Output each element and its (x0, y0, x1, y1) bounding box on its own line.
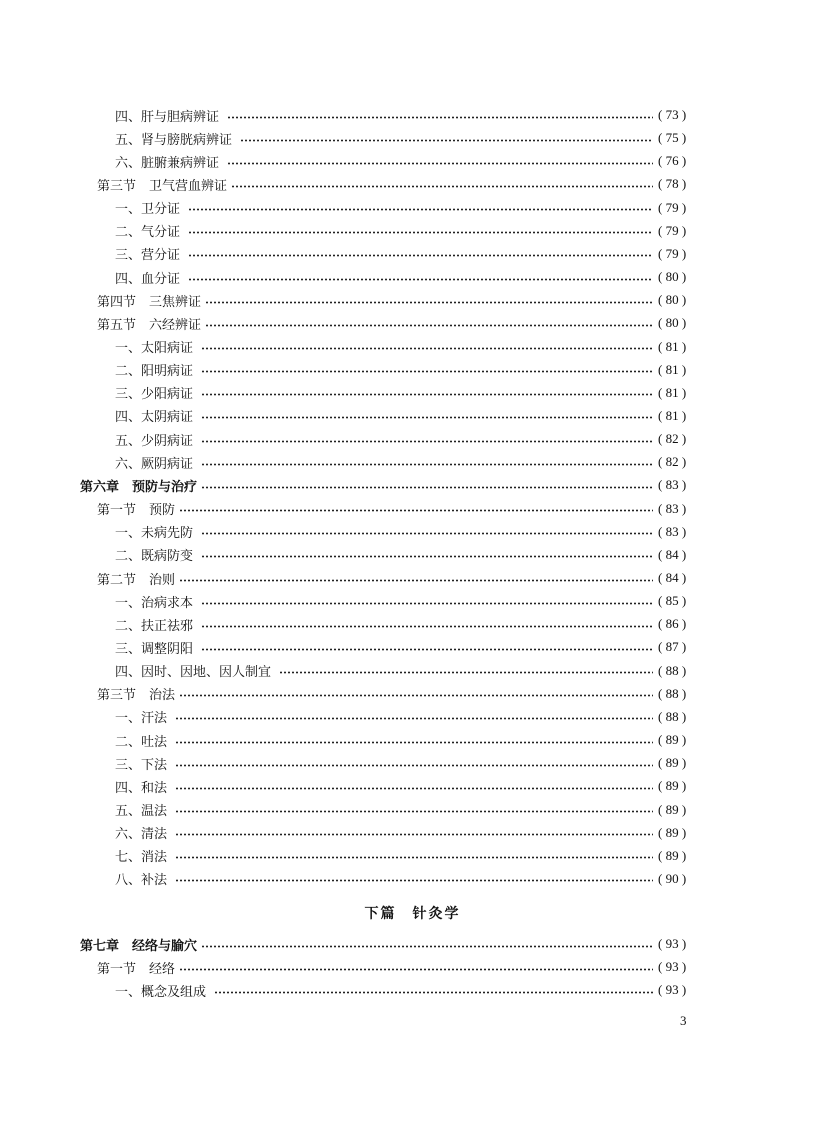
toc-entry-label: 五、肾与膀胱病辨证 (115, 132, 237, 148)
toc-entry (0, 244, 825, 264)
leader-dots (175, 787, 653, 790)
toc-entry-page: ( 84 ) (658, 546, 687, 562)
toc-entry-label: 第四节 三焦辨证 (97, 294, 202, 310)
toc-entry (0, 128, 825, 148)
toc-entry-label: 第二节 治则 (97, 572, 176, 588)
toc-entry-label: 二、扶正祛邪 (115, 618, 198, 634)
toc-entry-label: 一、卫分证 (115, 202, 185, 218)
toc-entry-label: 三、营分证 (115, 248, 185, 264)
leader-dots (201, 945, 653, 948)
toc-entry-page: ( 89 ) (658, 847, 687, 863)
toc-entry-label: 二、吐法 (115, 734, 172, 750)
toc-entry-page: ( 88 ) (658, 662, 687, 678)
leader-dots (227, 116, 653, 119)
toc-entry-label: 一、太阳病证 (115, 341, 198, 356)
toc-entry-label: 二、既病防变 (115, 549, 198, 565)
toc-entry-label: 一、治病求本 (115, 595, 198, 611)
leader-dots (175, 856, 653, 859)
toc-entry-page: ( 87 ) (658, 639, 687, 655)
leader-dots (175, 764, 653, 767)
toc-entry-page: ( 89 ) (658, 755, 687, 771)
toc-entry-page: ( 80 ) (658, 269, 687, 285)
toc-entry (0, 313, 825, 333)
toc-entry-label: 四、太阴病证 (115, 410, 198, 426)
toc-entry-page: ( 82 ) (658, 454, 687, 470)
toc-entry (0, 174, 825, 194)
toc-entry (0, 846, 825, 866)
toc-entry-page: ( 81 ) (658, 338, 687, 354)
toc-entry-page: ( 81 ) (658, 361, 687, 377)
leader-dots (240, 139, 653, 142)
leader-dots (179, 694, 653, 697)
toc-entry (0, 800, 825, 820)
toc-entry-page: ( 79 ) (658, 245, 687, 261)
toc-entry-page: ( 76 ) (658, 153, 687, 169)
toc-entry-page: ( 86 ) (658, 616, 687, 632)
toc-entry-label: 三、下法 (115, 757, 172, 773)
leader-dots (201, 463, 653, 466)
toc-entry-label: 四、血分证 (115, 271, 185, 287)
toc-entry-label: 一、概念及组成 (115, 984, 211, 1000)
leader-dots (175, 810, 653, 813)
toc-entry (0, 568, 825, 588)
toc-entry (0, 980, 825, 1000)
toc-entry-page: ( 84 ) (658, 570, 687, 585)
part-title: 下篇 针灸学 (364, 906, 461, 922)
leader-dots (179, 968, 653, 971)
toc-entry (0, 614, 825, 634)
toc-entry-page: ( 75 ) (658, 130, 687, 146)
toc-entry-label: 七、消法 (115, 850, 172, 866)
leader-dots (201, 393, 653, 396)
toc-entry (0, 151, 825, 171)
leader-dots (214, 991, 653, 994)
leader-dots (205, 324, 653, 327)
leader-dots (201, 486, 653, 489)
toc-entry-page: ( 89 ) (658, 801, 687, 817)
toc-entry (0, 475, 825, 495)
leader-dots (201, 648, 653, 651)
toc-entry-page: ( 93 ) (658, 982, 687, 998)
toc-entry-page: ( 85 ) (658, 593, 687, 609)
toc-entry (0, 522, 825, 542)
toc-entry-page: ( 83 ) (658, 523, 687, 539)
leader-dots (201, 440, 653, 443)
toc-entry-label: 五、温法 (115, 804, 172, 819)
toc-entry-page: ( 93 ) (658, 936, 687, 951)
toc-entry (0, 776, 825, 796)
toc-entry-label: 第五节 六经辨证 (97, 317, 202, 333)
toc-entry-page: ( 78 ) (658, 176, 687, 192)
toc-entry (0, 221, 825, 241)
leader-dots (175, 717, 653, 720)
toc-entry-page: ( 81 ) (658, 384, 687, 400)
leader-dots (201, 555, 653, 558)
leader-dots (201, 625, 653, 628)
toc-entry (0, 290, 825, 310)
leader-dots (179, 579, 653, 582)
toc-entry-label: 第三节 卫气营血辨证 (97, 178, 228, 194)
leader-dots (227, 162, 653, 165)
toc-entry (0, 499, 825, 519)
toc-entry-page: ( 80 ) (658, 315, 687, 331)
toc-entry-label: 三、调整阴阳 (115, 641, 198, 657)
leader-dots (201, 347, 653, 350)
leader-dots (188, 278, 653, 281)
toc-entry-label: 第七章 经络与腧穴 (80, 938, 198, 954)
toc-entry-label: 一、汗法 (115, 711, 172, 727)
leader-dots (188, 208, 653, 211)
toc-entry-page: ( 89 ) (658, 732, 687, 748)
leader-dots (205, 301, 653, 304)
toc-entry-page: ( 89 ) (658, 778, 687, 794)
toc-entry (0, 545, 825, 565)
leader-dots (279, 671, 653, 674)
toc-entry-page: ( 83 ) (658, 477, 687, 493)
toc-entry-label: 第六章 预防与治疗 (80, 479, 198, 495)
toc-entry (0, 869, 825, 889)
toc-entry-label: 四、肝与胆病辨证 (115, 109, 224, 125)
toc-entry-label: 六、清法 (115, 827, 172, 843)
toc-entry-page: ( 82 ) (658, 431, 687, 447)
leader-dots (175, 741, 653, 744)
toc-entry-page: ( 73 ) (658, 107, 687, 122)
toc-entry-page: ( 80 ) (658, 292, 687, 308)
leader-dots (188, 231, 653, 234)
toc-entry-page: ( 93 ) (658, 959, 687, 975)
toc-entry (0, 383, 825, 403)
toc-entry-page: ( 79 ) (658, 222, 687, 238)
toc-entry-label: 四、和法 (115, 780, 172, 796)
toc-entry (0, 198, 825, 218)
toc-entry (0, 823, 825, 843)
toc-entry (0, 934, 825, 954)
toc-entry (0, 429, 825, 449)
toc-entry-page: ( 88 ) (658, 685, 687, 701)
toc-entry (0, 684, 825, 704)
leader-dots (179, 509, 653, 512)
toc-entry (0, 591, 825, 611)
toc-entry (0, 957, 825, 977)
toc-entry-label: 五、少阴病证 (115, 433, 198, 449)
toc-entry (0, 661, 825, 681)
toc-entry (0, 360, 825, 380)
toc-entry-label: 六、厥阴病证 (115, 456, 198, 472)
toc-entry (0, 406, 825, 426)
toc-entry-label: 六、脏腑兼病辨证 (115, 155, 224, 171)
toc-entry-label: 四、因时、因地、因人制宜 (115, 665, 276, 681)
leader-dots (201, 602, 653, 605)
leader-dots (201, 416, 653, 419)
toc-entry (0, 337, 825, 357)
toc-entry (0, 707, 825, 727)
toc-entry (0, 452, 825, 472)
toc-entry-label: 第一节 经络 (97, 961, 176, 977)
toc-entry (0, 637, 825, 657)
toc-entry (0, 267, 825, 287)
toc-entry-page: ( 89 ) (658, 824, 687, 840)
toc-entry-label: 三、少阳病证 (115, 387, 198, 403)
toc-entry-label: 二、气分证 (115, 225, 185, 241)
toc-entry-page: ( 90 ) (658, 870, 687, 886)
toc-entry (0, 105, 825, 125)
toc-entry-page: ( 88 ) (658, 708, 687, 724)
toc-entry-label: 第三节 治法 (97, 688, 176, 704)
leader-dots (201, 370, 653, 373)
toc-entry-label: 二、阳明病证 (115, 364, 198, 380)
leader-dots (175, 879, 653, 882)
toc-entry-page: ( 81 ) (658, 407, 687, 423)
toc-entry-label: 一、未病先防 (115, 526, 198, 542)
toc-entry-page: ( 83 ) (658, 500, 687, 516)
toc-entry-label: 第一节 预防 (97, 503, 176, 519)
leader-dots (201, 532, 653, 535)
leader-dots (175, 833, 653, 836)
leader-dots (231, 185, 653, 188)
toc-entry (0, 730, 825, 750)
toc-entry (0, 753, 825, 773)
page-number: 3 (680, 1013, 687, 1028)
leader-dots (188, 254, 653, 257)
toc-entry-label: 八、补法 (115, 873, 172, 889)
toc-entry-page: ( 79 ) (658, 199, 687, 215)
